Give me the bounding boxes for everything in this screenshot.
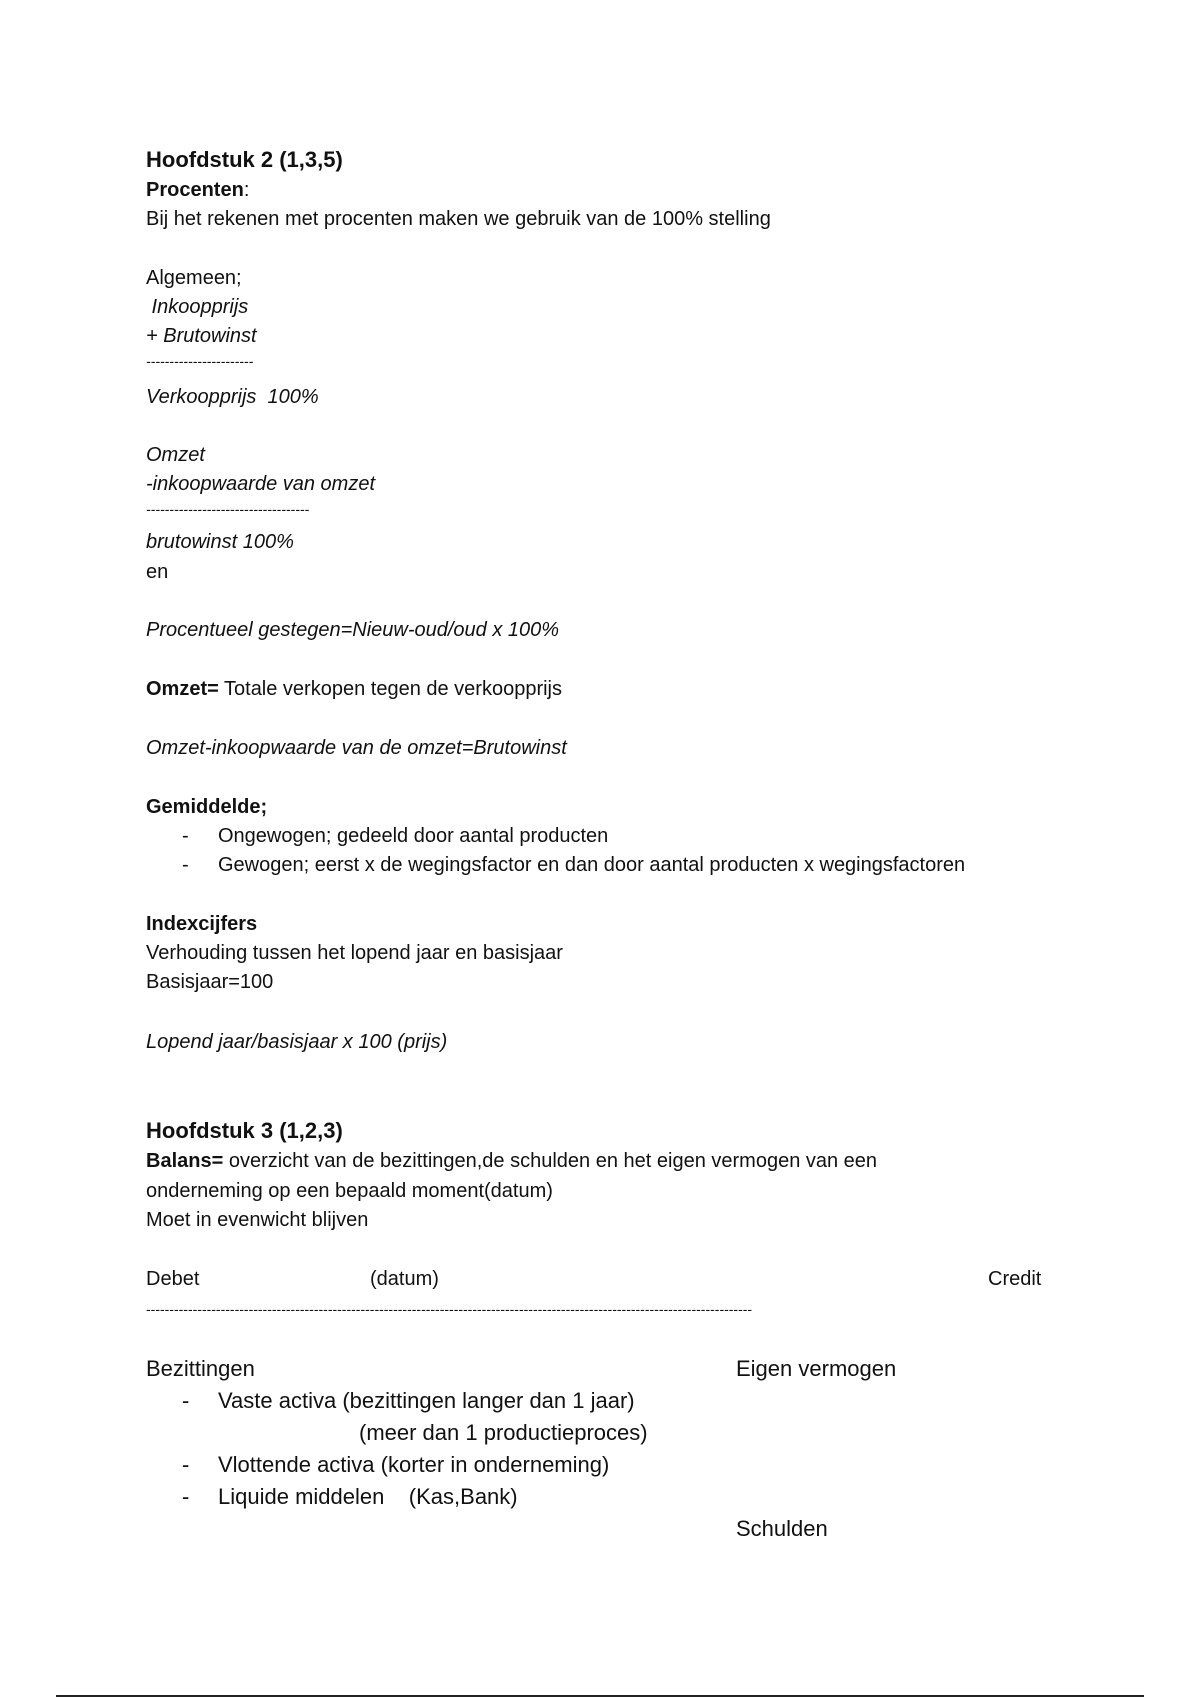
bezittingen-label: Bezittingen (146, 1356, 255, 1381)
omzet-line: Omzet (146, 444, 205, 466)
bezittingen-bullet-1: - (182, 1388, 190, 1413)
vlottende-activa-line: Vlottende activa (korter in onderneming) (218, 1452, 610, 1477)
procenten-heading (146, 177, 249, 203)
gemiddelde-item-2: Gewogen; eerst x de wegingsfactor en dan door aantal producten x wegingsfactoren (218, 854, 966, 876)
lopend-formula: Lopend jaar/basisjaar x 100 (prijs) (146, 1031, 448, 1053)
chapter-3-title: Hoofdstuk 3 (1,2,3) (146, 1118, 343, 1143)
inkoopwaarde-line: -inkoopwaarde van omzet (146, 473, 376, 495)
balans-definition (146, 1148, 877, 1174)
procenten-intro: Bij het rekenen met procenten maken we gebruik van de 100% stelling (146, 208, 771, 230)
gemiddelde-bullet-2: - (182, 854, 189, 876)
datum-label: (datum) (370, 1268, 439, 1290)
separator-dashes-2: ----------------------------------- (146, 501, 310, 517)
gemiddelde-bullet-1: - (182, 825, 189, 847)
balans-text-1: overzicht van de bezittingen,de schulden en het eigen vermogen van een (223, 1150, 878, 1172)
debet-label: Debet (146, 1268, 200, 1290)
balans-separator: ---------------------------------------------------------------------------------------------------------------------------------- (146, 1301, 753, 1317)
vaste-activa-line-2: (meer dan 1 productieproces) (359, 1420, 648, 1445)
liquide-middelen-line: Liquide middelen (Kas,Bank) (218, 1484, 518, 1509)
en-line: en (146, 561, 169, 583)
bezittingen-bullet-3: - (182, 1484, 190, 1509)
gemiddelde-heading: Gemiddelde; (146, 796, 268, 818)
procentueel-formula: Procentueel gestegen=Nieuw-oud/oud x 100% (146, 619, 560, 641)
omzet-definition (146, 676, 562, 702)
chapter-2-title: Hoofdstuk 2 (1,3,5) (146, 147, 343, 172)
omzet-definition-label: Omzet= (146, 678, 219, 700)
brutowinst-100-line: brutowinst 100% (146, 531, 294, 553)
eigen-vermogen-label: Eigen vermogen (736, 1356, 897, 1381)
verkoopprijs-line: Verkoopprijs 100% (146, 386, 319, 408)
algemeen-label: Algemeen; (146, 267, 242, 289)
inkoopprijs-line: Inkoopprijs (146, 296, 249, 318)
procenten-colon: : (243, 179, 250, 201)
page-bottom-rule (56, 1695, 1144, 1697)
omzet-formula: Omzet-inkoopwaarde van de omzet=Brutowinst (146, 737, 567, 759)
evenwicht-line: Moet in evenwicht blijven (146, 1209, 369, 1231)
bezittingen-bullet-2: - (182, 1452, 190, 1477)
verhouding-line: Verhouding tussen het lopend jaar en basisjaar (146, 942, 563, 964)
procenten-label: Procenten (146, 179, 244, 201)
brutowinst-plus-line: + Brutowinst (146, 325, 257, 347)
separator-dashes-1: ----------------------- (146, 353, 254, 369)
basisjaar-line: Basisjaar=100 (146, 971, 274, 993)
balans-label: Balans= (146, 1150, 224, 1172)
balans-text-2: onderneming op een bepaald moment(datum) (146, 1180, 553, 1202)
omzet-definition-text: Totale verkopen tegen de verkoopprijs (218, 678, 562, 700)
vaste-activa-line: Vaste activa (bezittingen langer dan 1 jaar) (218, 1388, 635, 1413)
gemiddelde-item-1: Ongewogen; gedeeld door aantal producten (218, 825, 609, 847)
credit-label: Credit (988, 1268, 1042, 1290)
indexcijfers-heading: Indexcijfers (146, 913, 258, 935)
schulden-label: Schulden (736, 1516, 828, 1541)
